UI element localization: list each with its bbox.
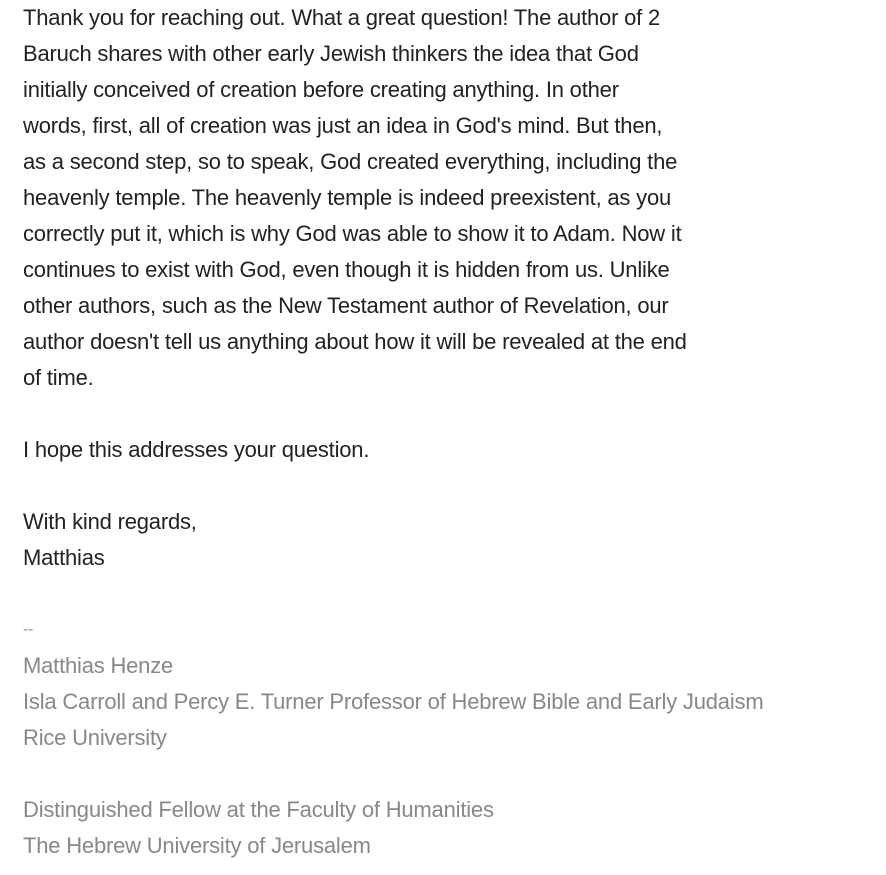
email-signature	[23, 612, 823, 864]
blank-line	[23, 576, 823, 612]
paragraph-line: correctly put it, which is why God was able to show it to Adam. Now it	[23, 221, 682, 246]
signature-name: Matthias Henze	[23, 653, 174, 678]
message-paragraph	[23, 0, 823, 396]
email-message-body	[23, 0, 823, 864]
paragraph-line: as a second step, so to speak, God created everything, including the	[23, 149, 678, 174]
paragraph-line: of time.	[23, 365, 94, 390]
signature-fellowship-institution: The Hebrew University of Jerusalem	[23, 833, 371, 858]
blank-line	[23, 396, 823, 432]
blank-line	[23, 756, 823, 792]
signature-fellowship: Distinguished Fellow at the Faculty of Humanities	[23, 797, 494, 822]
paragraph-line: Thank you for reaching out. What a great question! The author of 2	[23, 5, 661, 30]
signature-title: Isla Carroll and Percy E. Turner Professor of Hebrew Bible and Early Judaism	[23, 689, 764, 714]
blank-line	[23, 468, 823, 504]
paragraph-line: other authors, such as the New Testament author of Revelation, our	[23, 293, 669, 318]
paragraph-line: words, first, all of creation was just an idea in God's mind. But then,	[23, 113, 663, 138]
paragraph-line: Baruch shares with other early Jewish thinkers the idea that God	[23, 41, 639, 66]
closing-question: I hope this addresses your question.	[23, 437, 370, 462]
paragraph-line: continues to exist with God, even though it is hidden from us. Unlike	[23, 257, 670, 282]
signature-institution: Rice University	[23, 725, 167, 750]
signature-separator: --	[23, 621, 34, 638]
paragraph-line: initially conceived of creation before creating anything. In other	[23, 77, 619, 102]
paragraph-line: author doesn't tell us anything about how it will be revealed at the end	[23, 329, 687, 354]
sender-first-name: Matthias	[23, 545, 105, 570]
valediction: With kind regards,	[23, 509, 197, 534]
paragraph-line: heavenly temple. The heavenly temple is indeed preexistent, as you	[23, 185, 672, 210]
